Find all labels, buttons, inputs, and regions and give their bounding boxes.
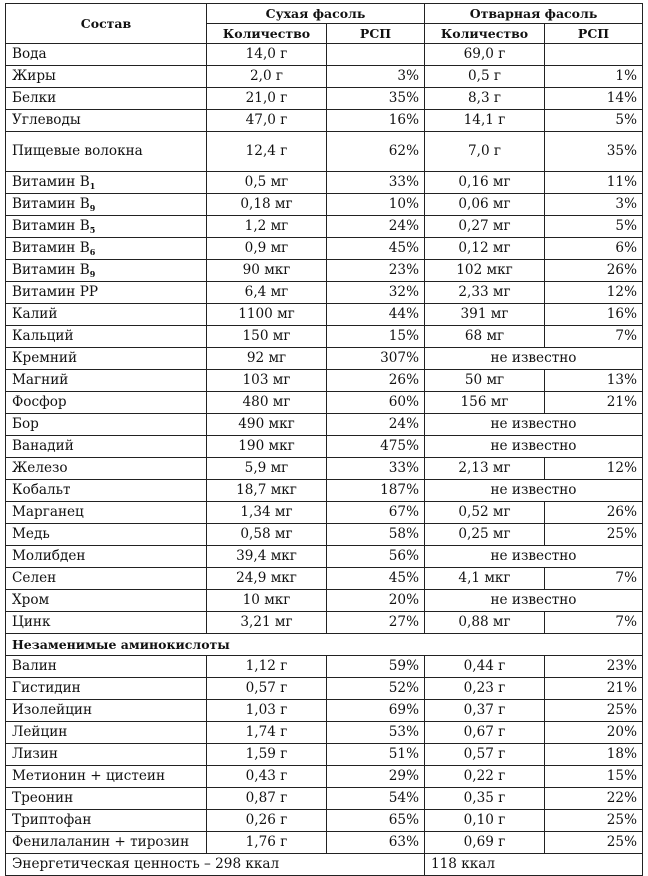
dry-rsp: 63% [327,832,425,854]
nutrient-name [6,172,207,194]
boiled-unknown: не известно [425,348,643,370]
dry-rsp: 24% [327,414,425,436]
dry-rsp: 24% [327,216,425,238]
boiled-rsp [545,44,643,66]
boiled-quantity: 0,44 г [425,656,545,678]
nutrient-label: Селен [12,570,57,586]
table-row [6,788,643,810]
nutrient-label: Фенилаланин + тирозин [12,834,190,850]
table-row [6,722,643,744]
nutrient-name [6,766,207,788]
nutrient-name [6,370,207,392]
nutrient-label: Кобальт [12,482,71,498]
boiled-quantity: 0,67 г [425,722,545,744]
boiled-unknown: не известно [425,480,643,502]
vitamin-subscript: 1 [89,181,96,191]
dry-quantity: 0,18 мг [207,194,327,216]
header-boiled-bean: Отварная фасоль [425,4,643,24]
table-body [6,44,643,854]
nutrition-table [5,3,643,876]
dry-quantity: 92 мг [207,348,327,370]
boiled-rsp: 7% [545,568,643,590]
table-row [6,678,643,700]
dry-rsp: 52% [327,678,425,700]
table-row [6,88,643,110]
table-row [6,216,643,238]
nutrient-name [6,88,207,110]
boiled-quantity: 0,10 г [425,810,545,832]
boiled-quantity: 50 мг [425,370,545,392]
nutrient-name [6,458,207,480]
nutrient-label: Витамин В [12,218,90,234]
dry-quantity: 12,4 г [207,132,327,172]
nutrient-name [6,810,207,832]
vitamin-subscript: 9 [89,269,96,279]
dry-quantity: 5,9 мг [207,458,327,480]
dry-rsp: 59% [327,656,425,678]
nutrient-name [6,590,207,612]
table-row [6,590,643,612]
boiled-rsp: 26% [545,260,643,282]
nutrient-name [6,132,207,172]
dry-quantity: 1,34 мг [207,502,327,524]
dry-rsp: 69% [327,700,425,722]
dry-quantity: 0,9 мг [207,238,327,260]
dry-rsp: 54% [327,788,425,810]
boiled-unknown: не известно [425,436,643,458]
table-row [6,44,643,66]
nutrient-name [6,656,207,678]
dry-rsp: 65% [327,810,425,832]
boiled-rsp: 23% [545,656,643,678]
header-boiled-rsp: РСП [545,24,643,44]
nutrient-label: Фосфор [12,394,67,410]
energy-row [6,854,643,876]
dry-rsp: 67% [327,502,425,524]
header-dry-bean: Сухая фасоль [207,4,425,24]
dry-rsp: 32% [327,282,425,304]
boiled-quantity: 69,0 г [425,44,545,66]
dry-quantity: 39,4 мкг [207,546,327,568]
nutrient-name [6,44,207,66]
boiled-quantity: 14,1 г [425,110,545,132]
header-row-1 [6,4,643,24]
dry-quantity: 3,21 мг [207,612,327,634]
nutrient-name [6,110,207,132]
table-row [6,260,643,282]
boiled-quantity: 0,06 мг [425,194,545,216]
boiled-quantity: 0,57 г [425,744,545,766]
nutrient-label: Магний [12,372,69,388]
nutrient-name [6,524,207,546]
header-dry-quantity: Количество [207,24,327,44]
vitamin-subscript: 6 [89,247,96,257]
nutrient-name [6,238,207,260]
boiled-quantity: 0,5 г [425,66,545,88]
nutrient-name [6,282,207,304]
table-row [6,810,643,832]
boiled-rsp: 12% [545,282,643,304]
boiled-rsp: 1% [545,66,643,88]
boiled-rsp: 14% [545,88,643,110]
dry-quantity: 1100 мг [207,304,327,326]
boiled-rsp: 22% [545,788,643,810]
boiled-energy-value: 118 ккал [425,854,643,876]
dry-rsp: 187% [327,480,425,502]
dry-rsp: 29% [327,766,425,788]
boiled-quantity: 391 мг [425,304,545,326]
dry-energy-value: Энергетическая ценность – 298 ккал [6,854,425,876]
nutrient-name [6,546,207,568]
boiled-rsp: 18% [545,744,643,766]
boiled-rsp: 26% [545,502,643,524]
nutrient-label: Молибден [12,548,86,564]
nutrient-name [6,260,207,282]
dry-quantity: 47,0 г [207,110,327,132]
nutrient-name [6,700,207,722]
boiled-rsp: 6% [545,238,643,260]
header-composition: Состав [6,4,207,44]
header-boiled-quantity: Количество [425,24,545,44]
table-row [6,502,643,524]
dry-rsp: 33% [327,172,425,194]
dry-rsp: 51% [327,744,425,766]
nutrient-label: Изолейцин [12,702,93,718]
boiled-rsp: 25% [545,700,643,722]
nutrient-label: Пищевые волокна [12,143,143,159]
section-title: Незаменимые аминокислоты [6,634,643,656]
dry-quantity: 0,87 г [207,788,327,810]
nutrient-label: Кальций [12,328,74,344]
nutrient-label: Валин [12,658,57,674]
nutrient-name [6,788,207,810]
dry-quantity: 0,58 мг [207,524,327,546]
boiled-rsp: 20% [545,722,643,744]
table-row [6,194,643,216]
boiled-unknown: не известно [425,590,643,612]
boiled-rsp: 5% [545,216,643,238]
table-row [6,66,643,88]
boiled-rsp: 12% [545,458,643,480]
boiled-rsp: 15% [545,766,643,788]
dry-quantity: 10 мкг [207,590,327,612]
boiled-rsp: 13% [545,370,643,392]
nutrient-name [6,392,207,414]
nutrient-label: Жиры [12,68,56,84]
dry-quantity: 190 мкг [207,436,327,458]
dry-rsp: 10% [327,194,425,216]
nutrient-name [6,326,207,348]
boiled-unknown: не известно [425,414,643,436]
table-row [6,282,643,304]
dry-rsp: 62% [327,132,425,172]
nutrient-name [6,348,207,370]
nutrient-label: Марганец [12,504,84,520]
dry-rsp: 45% [327,238,425,260]
dry-quantity: 0,43 г [207,766,327,788]
nutrient-name [6,612,207,634]
table-row [6,458,643,480]
boiled-quantity: 0,12 мг [425,238,545,260]
nutrient-label: Метионин + цистеин [12,768,166,784]
dry-quantity: 480 мг [207,392,327,414]
dry-quantity: 0,5 мг [207,172,327,194]
nutrient-name [6,304,207,326]
table-row [6,480,643,502]
table-row [6,546,643,568]
nutrient-name [6,678,207,700]
nutrient-label: Лейцин [12,724,68,740]
nutrient-name [6,722,207,744]
boiled-rsp: 3% [545,194,643,216]
dry-quantity: 14,0 г [207,44,327,66]
table-row [6,524,643,546]
dry-rsp: 307% [327,348,425,370]
dry-rsp: 44% [327,304,425,326]
nutrient-name [6,832,207,854]
dry-rsp: 56% [327,546,425,568]
dry-quantity: 1,59 г [207,744,327,766]
nutrient-label: Вода [12,46,47,62]
dry-quantity: 150 мг [207,326,327,348]
table-row [6,132,643,172]
nutrient-label: Лизин [12,746,58,762]
boiled-rsp: 7% [545,612,643,634]
table-row [6,612,643,634]
dry-quantity: 90 мкг [207,260,327,282]
table-row [6,304,643,326]
dry-rsp [327,44,425,66]
table-row [6,436,643,458]
dry-rsp: 60% [327,392,425,414]
table-row [6,392,643,414]
boiled-quantity: 0,88 мг [425,612,545,634]
nutrient-name [6,414,207,436]
nutrient-label: Витамин В [12,262,90,278]
dry-quantity: 0,26 г [207,810,327,832]
nutrient-label: Витамин РР [12,284,98,300]
dry-quantity: 0,57 г [207,678,327,700]
dry-rsp: 16% [327,110,425,132]
nutrient-label: Гистидин [12,680,81,696]
dry-rsp: 26% [327,370,425,392]
table-row [6,744,643,766]
dry-quantity: 1,76 г [207,832,327,854]
table-row [6,370,643,392]
dry-quantity: 21,0 г [207,88,327,110]
dry-rsp: 45% [327,568,425,590]
nutrient-label: Железо [12,460,68,476]
nutrient-label: Цинк [12,614,51,630]
table-row [6,832,643,854]
dry-rsp: 23% [327,260,425,282]
boiled-rsp: 21% [545,678,643,700]
boiled-quantity: 7,0 г [425,132,545,172]
table-row [6,700,643,722]
nutrient-label: Кремний [12,350,78,366]
nutrient-name [6,194,207,216]
boiled-rsp: 5% [545,110,643,132]
boiled-quantity: 0,69 г [425,832,545,854]
nutrient-label: Хром [12,592,50,608]
dry-quantity: 18,7 мкг [207,480,327,502]
nutrient-name [6,568,207,590]
dry-quantity: 1,12 г [207,656,327,678]
table-row [6,414,643,436]
table-row [6,326,643,348]
boiled-quantity: 156 мг [425,392,545,414]
dry-quantity: 490 мкг [207,414,327,436]
nutrient-label: Витамин В [12,174,90,190]
boiled-rsp: 11% [545,172,643,194]
dry-rsp: 35% [327,88,425,110]
boiled-quantity: 0,37 г [425,700,545,722]
dry-rsp: 475% [327,436,425,458]
boiled-quantity: 0,35 г [425,788,545,810]
dry-quantity: 2,0 г [207,66,327,88]
nutrient-label: Триптофан [12,812,92,828]
vitamin-subscript: 5 [89,225,96,235]
table-row [6,766,643,788]
boiled-quantity: 2,13 мг [425,458,545,480]
table-row [6,348,643,370]
nutrient-label: Ванадий [12,438,74,454]
boiled-unknown: не известно [425,546,643,568]
table-row [6,110,643,132]
nutrient-name [6,502,207,524]
nutrient-label: Белки [12,90,57,106]
dry-quantity: 1,03 г [207,700,327,722]
nutrient-label: Витамин В [12,240,90,256]
boiled-quantity: 102 мкг [425,260,545,282]
nutrient-name [6,480,207,502]
dry-rsp: 27% [327,612,425,634]
dry-quantity: 103 мг [207,370,327,392]
table-row [6,656,643,678]
nutrient-label: Медь [12,526,50,542]
dry-quantity: 6,4 мг [207,282,327,304]
boiled-quantity: 0,16 мг [425,172,545,194]
boiled-quantity: 68 мг [425,326,545,348]
boiled-rsp: 21% [545,392,643,414]
header-dry-rsp: РСП [327,24,425,44]
dry-rsp: 33% [327,458,425,480]
boiled-rsp: 25% [545,832,643,854]
vitamin-subscript: 9 [89,203,96,213]
boiled-rsp: 7% [545,326,643,348]
dry-rsp: 20% [327,590,425,612]
table-row [6,634,643,656]
nutrient-name [6,66,207,88]
boiled-rsp: 35% [545,132,643,172]
boiled-quantity: 4,1 мкг [425,568,545,590]
dry-rsp: 15% [327,326,425,348]
nutrient-label: Витамин В [12,196,90,212]
table-row [6,568,643,590]
nutrient-name [6,216,207,238]
nutrient-label: Углеводы [12,112,81,128]
nutrient-name [6,744,207,766]
boiled-quantity: 2,33 мг [425,282,545,304]
dry-rsp: 58% [327,524,425,546]
boiled-quantity: 0,25 мг [425,524,545,546]
boiled-rsp: 25% [545,524,643,546]
dry-quantity: 1,2 мг [207,216,327,238]
boiled-quantity: 0,22 г [425,766,545,788]
dry-quantity: 24,9 мкг [207,568,327,590]
dry-quantity: 1,74 г [207,722,327,744]
dry-rsp: 3% [327,66,425,88]
table-row [6,172,643,194]
dry-rsp: 53% [327,722,425,744]
boiled-quantity: 0,27 мг [425,216,545,238]
nutrient-label: Треонин [12,790,74,806]
nutrient-label: Калий [12,306,58,322]
nutrient-name [6,436,207,458]
boiled-rsp: 16% [545,304,643,326]
boiled-rsp: 25% [545,810,643,832]
boiled-quantity: 0,52 мг [425,502,545,524]
table-row [6,238,643,260]
boiled-quantity: 8,3 г [425,88,545,110]
nutrient-label: Бор [12,416,39,432]
boiled-quantity: 0,23 г [425,678,545,700]
